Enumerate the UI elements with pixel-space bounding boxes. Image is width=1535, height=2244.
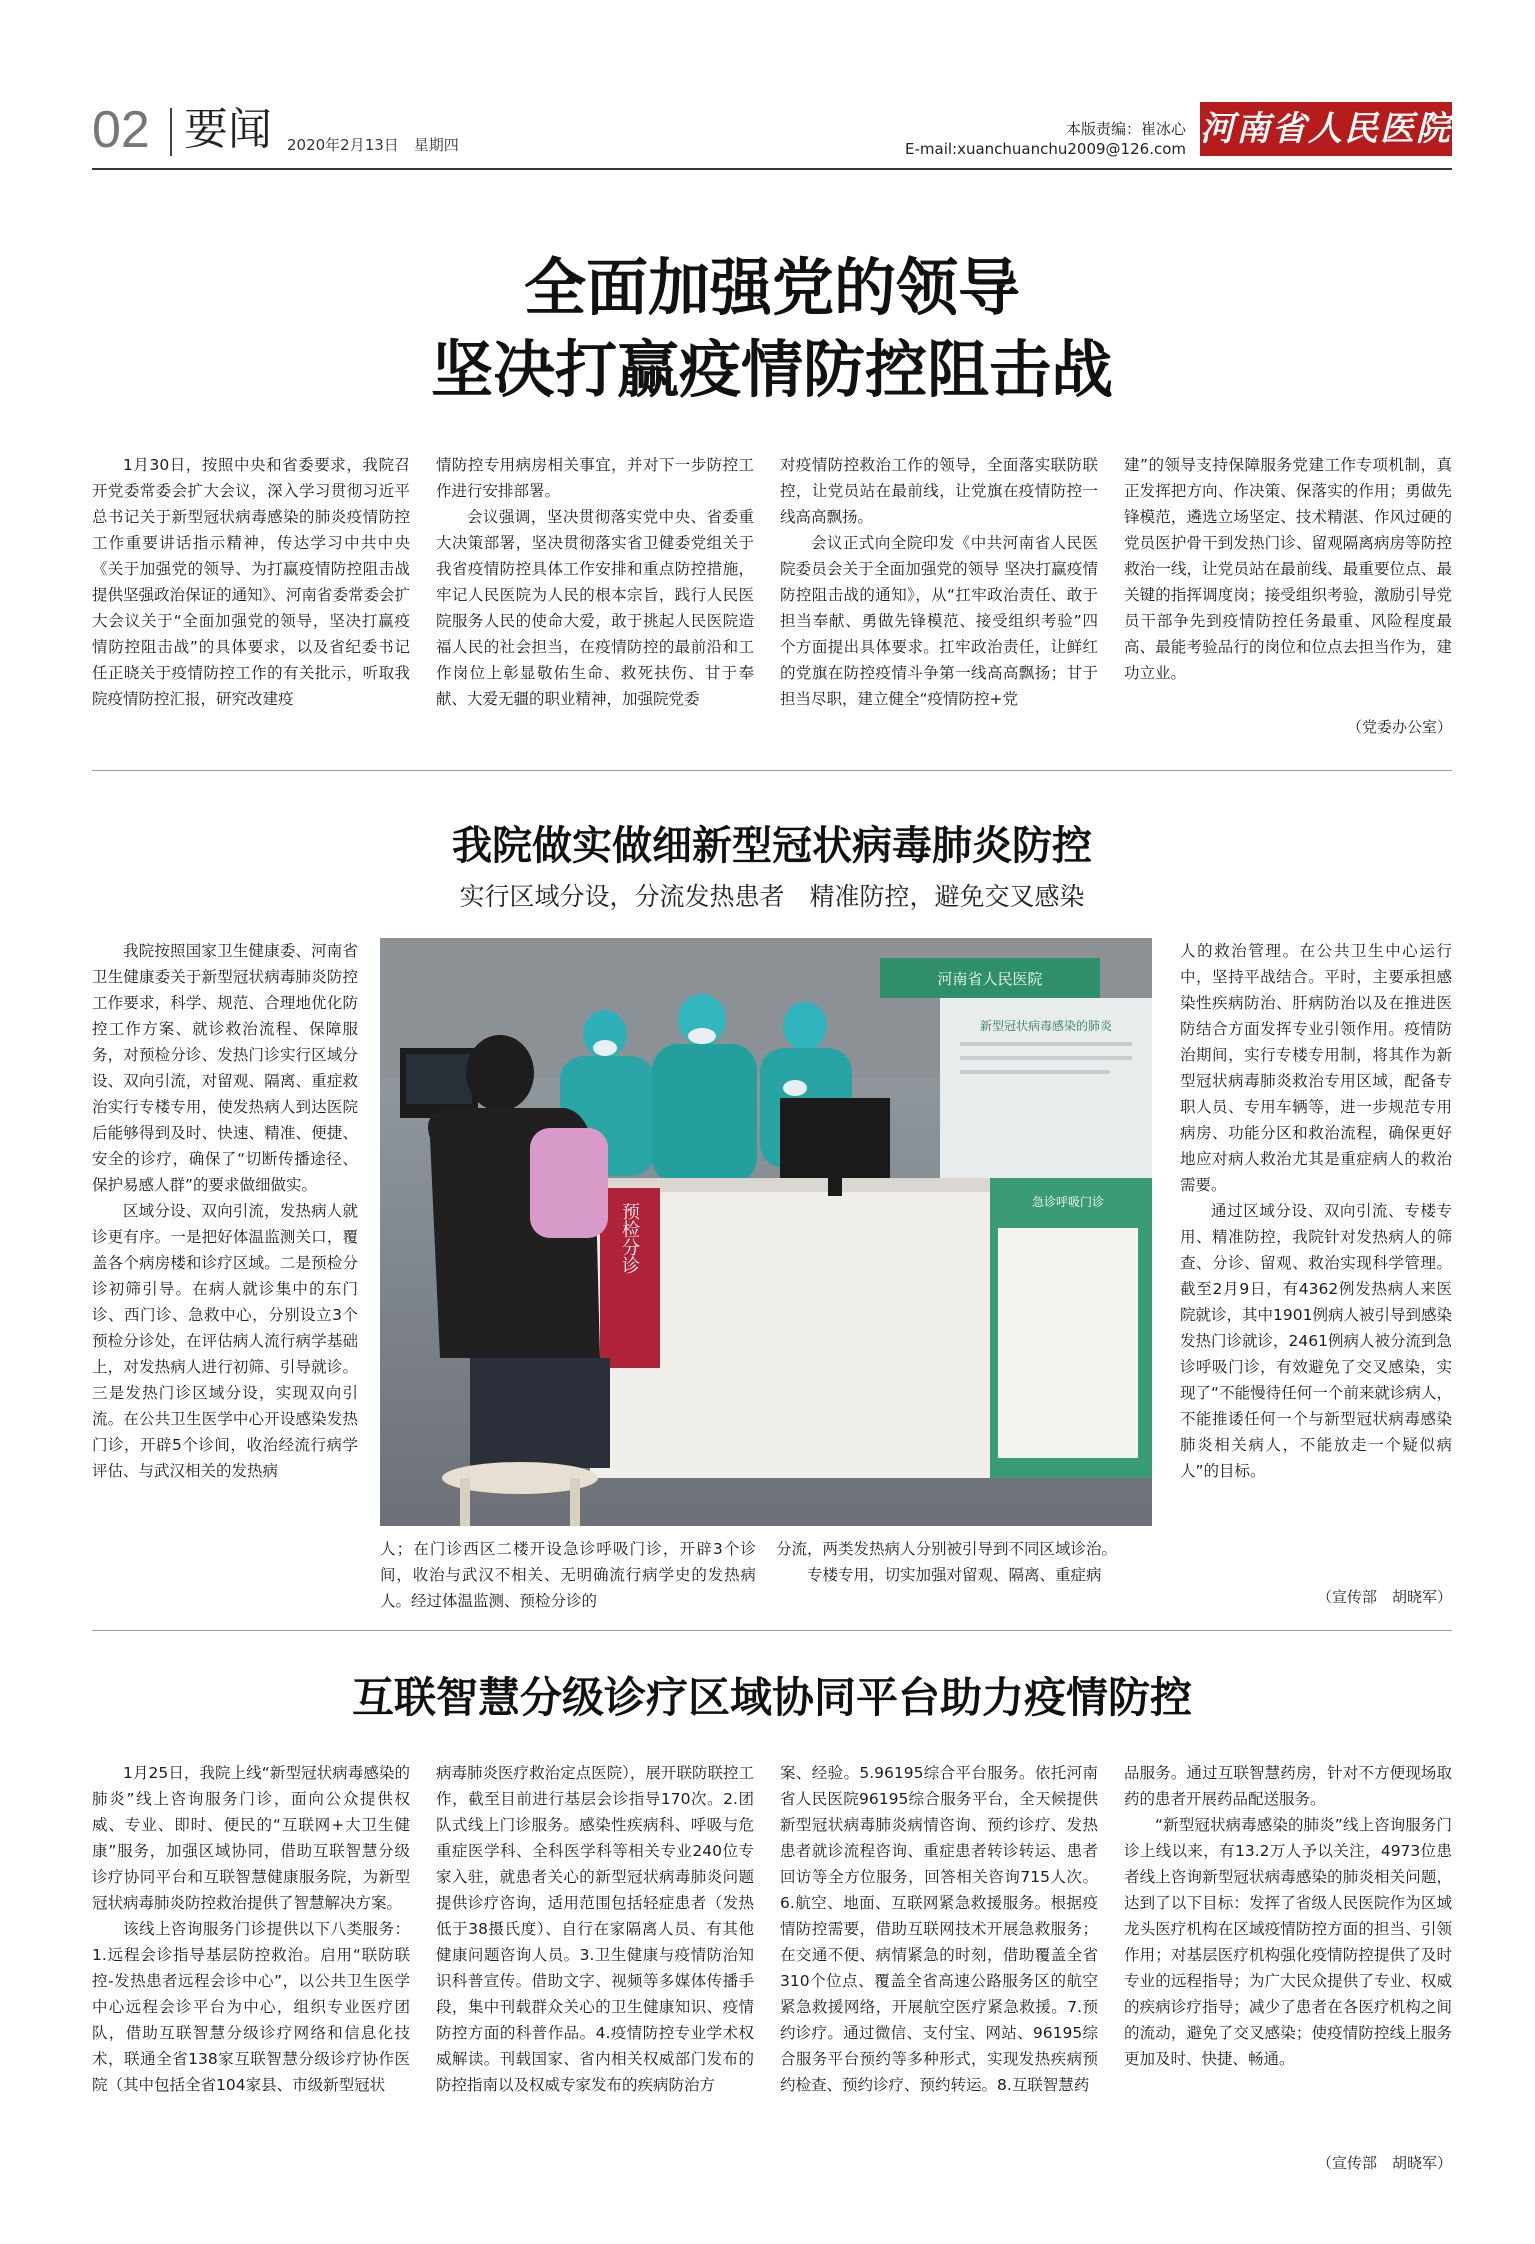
article1-paragraph: 1月30日，按照中央和省委要求，我院召开党委常委会扩大会议，深入学习贯彻习近平总书记关于新型冠状病毒感染的肺炎疫情防控工作重要讲话指示精神，传达学习中共中央《关于加强党的领导、为打赢疫情防控阻击战提供坚强政治保证的通知》、河南省委常委会扩大会议关于“全面加强党的领导，坚决打赢疫情防控阻击战”的具体要求，以及省纪委书记任正晓关于疫情防控工作的有关批示，听取我院疫情防控汇报，研究改建疫 [92, 456, 410, 708]
article1-headline-line2: 坚决打赢疫情防控阻击战 [430, 333, 1113, 406]
article1-paragraph: 对疫情防控救治工作的领导，全面落实联防联控，让党员站在最前线，让党旗在疫情防控一线高高飘扬。 [780, 456, 1098, 526]
article3-paragraph: 1月25日，我院上线“新型冠状病毒感染的肺炎”线上咨询服务门诊，面向公众提供权威、专业、即时、便民的“互联网+大卫生健康”服务，加强区域协同，借助互联智慧分级诊疗协同平台和互联智慧健康服务院，为新型冠状病毒肺炎防控救治提供了智慧解决方案。 [92, 1764, 410, 1912]
article3-paragraph: 该线上咨询服务门诊提供以下八类服务：1.远程会诊指导基层防控救治。启用“联防联控-发热患者远程会诊中心”，以公共卫生医学中心远程会诊平台为中心，组织专业医疗团队，借助互联智慧分级诊疗网络和信息化技术，联通全省138家互联智慧分级诊疗协作医院（其中包括全省104家县、市级新型冠状 [92, 1920, 410, 2094]
photo-caption-right [776, 1536, 1152, 1614]
photo-caption-line: 分流，两类发热病人分别被引导到不同区域诊治。 [776, 1540, 1118, 1558]
article1-column-2 [436, 452, 754, 742]
notice-board-text: 新型冠状病毒感染的肺炎 [979, 1019, 1113, 1033]
article2-paragraph: 我院按照国家卫生健康委、河南省卫生健康委关于新型冠状病毒肺炎防控工作要求，科学、规范、合理地优化防控工作方案、就诊救治流程、保障服务，对预检分诊、发热门诊实行区域分设、双向引流，对留观、隔离、重症救治实行专楼专用，使发热病人到达医院后能够得到及时、快速、精准、便捷、安全的诊疗，确保了“切断传播途径、保护易感人群”的要求做细做实。 [92, 942, 358, 1194]
contact-email: E-mail:xuanchuanchu2009@126.com [905, 140, 1186, 158]
section-separator [92, 770, 1452, 771]
article3-headline: 互联智慧分级诊疗区域协同平台助力疫情防控 [351, 1673, 1192, 1722]
article3-byline: （宣传部 胡晓军） [1316, 2154, 1452, 2172]
section-name: 要闻 [184, 104, 272, 155]
article2-paragraph: 通过区域分设、双向引流、专楼专用、精准防控，我院针对发热病人的筛查、分诊、留观、救治实现科学管理。截至2月9日，有4362例发热病人来医院就诊，其中1901例病人被引导到感染发热门诊就诊，2461例病人被分流到急诊呼吸门诊，有效避免了交叉感染，实现了“不能慢待任何一个前来就诊病人，不能推诿任何一个与新型冠状病毒感染肺炎相关病人，不能放走一个疑似病人”的目标。 [1180, 1202, 1452, 1480]
article3-paragraph: 病毒肺炎医疗救治定点医院），展开联防联控工作，截至目前进行基层会诊指导170次。2.团队式线上门诊服务。感染性疾病科、呼吸与危重症医学科、全科医学科等相关专业240位专家入驻，就患者关心的新型冠状病毒肺炎问题提供诊疗咨询，适用范围包括轻症患者（发热低于38摄氏度）、自行在家隔离人员、有其他健康问题咨询人员。3.卫生健康与疫情防治知识科普宣传。借助文字、视频等多媒体传播手段，集中刊载群众关心的卫生健康知识、疫情防控方面的科普作品。4.疫情防控专业学术权威解读。刊载国家、省内相关权威部门发布的防控指南以及权威专家发布的疾病防治方 [436, 1764, 754, 2094]
article1-byline: （党委办公室） [1346, 718, 1452, 736]
photo-caption-line: 专楼专用，切实加强对留观、隔离、重症病 [807, 1566, 1102, 1584]
article3-paragraph: 品服务。通过互联智慧药房，针对不方便现场取药的患者开展药品配送服务。 [1124, 1764, 1452, 1808]
baby-carrier [530, 1128, 608, 1238]
photo-caption-left: 人；在门诊西区二楼开设急诊呼吸门诊，开辟3个诊间，收治与武汉不相关、无明确流行病学史的发热病人。经过体温监测、预检分诊的 [380, 1540, 756, 1610]
article1-paragraph: 建”的领导支持保障服务党建工作专项机制，真正发挥把方向、作决策、保落实的作用；勇做先锋模范，遴选立场坚定、技术精湛、作风过硬的党员医护骨干到发热门诊、留观隔离病房等防控救治一线，让党员站在最前线、最重要位点、最关键的指挥调度岗；接受组织考验，激励引导党员干部争先到疫情防控任务最重、风险程度最高、最能考验品行的岗位和位点去担当作为，建功立业。 [1124, 456, 1452, 682]
article2-subheadline: 实行区域分设，分流发热患者 精准防控，避免交叉感染 [459, 882, 1085, 911]
issue-date: 2020年2月13日 星期四 [287, 136, 459, 154]
article3-column-3 [780, 1760, 1098, 2180]
masthead-rule [92, 168, 1452, 170]
page-number: 02 [92, 101, 150, 159]
article2-paragraph: 区域分设、双向引流，发热病人就诊更有序。一是把好体温监测关口，覆盖各个病房楼和诊疗区域。二是预检分诊初筛引导。在病人就诊集中的东门诊、西门诊、急救中心，分别设立3个预检分诊处，在评估病人流行病学基础上，对发热病人进行初筛、引导就诊。三是发热门诊区域分设，实现双向引流。在公共卫生医学中心开设感染发热门诊，开辟5个诊间，收治经流行病学评估、与武汉相关的发热病 [92, 1202, 358, 1480]
info-poster-text: 急诊呼吸门诊 [1031, 1195, 1105, 1209]
article1-paragraph: 会议正式向全院印发《中共河南省人民医院委员会关于全面加强党的领导 坚决打赢疫情防控阻击战的通知》，从“扛牢政治责任、敢于担当奉献、勇做先锋模范、接受组织考验”四个方面提出具体要求。扛牢政治责任，让鲜红的党旗在防控疫情斗争第一线高高飘扬；甘于担当尽职，建立健全“疫情防控+党 [780, 534, 1098, 708]
section-separator [92, 1630, 1452, 1631]
desk-sign-text: 预检分诊 [620, 1202, 640, 1274]
article3-paragraph: 案、经验。5.96195综合平台服务。依托河南省人民医院96195综合服务平台，全天候提供新型冠状病毒肺炎病情咨询、预约诊疗、发热患者就诊流程咨询、重症患者转诊转运、患者回访等全方位服务，回答相关咨询715人次。6.航空、地面、互联网紧急救援服务。根据疫情防控需要，借助互联网技术开展急救服务；在交通不便、病情紧急的时刻，借助覆盖全省310个位点、覆盖全省高速公路服务区的航空紧急救援网络，开展航空医疗紧急救援。7.预约诊疗。通过微信、支付宝、网站、96195综合服务平台预约等多种形式，实现发热疾病预约检查、预约诊疗、预约转运。8.互联智慧药 [780, 1764, 1098, 2094]
clinic-triage-photo [380, 938, 1152, 1526]
article2-byline: （宣传部 胡晓军） [1316, 1588, 1452, 1606]
article2-headline: 我院做实做细新型冠状病毒肺炎防控 [452, 823, 1092, 869]
article2-left-column [92, 938, 358, 1612]
wall-sign-text: 河南省人民医院 [937, 971, 1043, 988]
article1-paragraph: 会议强调，坚决贯彻落实党中央、省委重大决策部署，坚决贯彻落实省卫健委党组关于我省疫情防控具体工作安排和重点防控措施，牢记人民医院为人民的根本宗旨，践行人民医院服务人民的使命大爱，敢于挑起人民医院造福人民的社会担当，在疫情防控的最前沿和工作岗位上彰显敬佑生命、救死扶伤、甘于奉献、大爱无疆的职业精神，加强院党委 [436, 508, 754, 708]
article2-right-column [1180, 938, 1452, 1584]
article3-paragraph: “新型冠状病毒感染的肺炎”线上咨询服务门诊上线以来，有13.2万人予以关注，4973位患者线上咨询新型冠状病毒感染的肺炎相关问题，达到了以下目标：发挥了省级人民医院作为区域龙头医疗机构在区域疫情防控方面的担当、引领作用；对基层医疗机构强化疫情防控提供了及时专业的远程指导；为广大民众提供了专业、权威的疾病诊疗指导；减少了患者在各医疗机构之间的流动，避免了交叉感染；使疫情防控线上服务更加及时、快捷、畅通。 [1124, 1816, 1452, 2068]
desk-monitor [780, 1098, 890, 1178]
photo-illustration [380, 938, 1152, 1526]
hospital-logo: 河南省人民医院 [1200, 102, 1452, 156]
article3-column-1 [92, 1760, 410, 2180]
article1-column-1 [92, 452, 410, 742]
article1-column-3 [780, 452, 1098, 742]
article1-paragraph: 情防控专用病房相关事宜，并对下一步防控工作进行安排部署。 [436, 456, 754, 500]
article1-column-4 [1124, 452, 1452, 716]
masthead-divider [170, 108, 172, 156]
masthead [92, 102, 1452, 174]
article1-headline-line1: 全面加强党的领导 [523, 251, 1020, 324]
article2-paragraph: 人的救治管理。在公共卫生中心运行中，坚持平战结合。平时，主要承担感染性疾病防治、肝病防治以及在推进医防结合方面发挥专业引领作用。疫情防治期间，实行专楼专用制，将其作为新型冠状病毒肺炎救治专用区域，配备专职人员、专用车辆等，进一步规范专用病房、功能分区和救治流程，确保更好地应对病人救治尤其是重症病人的救治需要。 [1180, 942, 1452, 1194]
editor-credit: 本版责编：崔冰心 [1065, 120, 1186, 138]
article3-column-2 [436, 1760, 754, 2180]
article3-column-4 [1124, 1760, 1452, 2150]
